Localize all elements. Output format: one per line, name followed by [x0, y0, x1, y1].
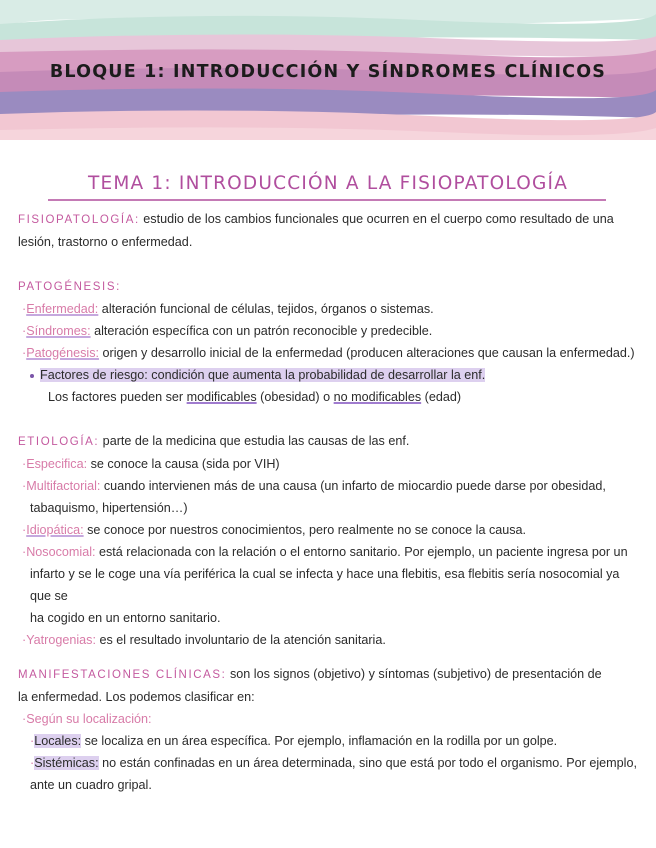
continuation-line: infarto y se le coge una vía periférica la cual se infecta y hace una flebitis, esa flebitis sería nosocomial ya que se [30, 567, 620, 603]
term: Sistémicas: [34, 756, 99, 770]
manifestaciones-intro [18, 663, 640, 686]
etiologia-intro [18, 430, 640, 453]
term: Especifica: [26, 457, 88, 471]
list-item: ·Idiopática: se conoce por nuestros conocimientos, pero realmente no se conoce la causa. [22, 523, 527, 537]
text: Los factores pueden ser [48, 390, 187, 404]
term: Patogénesis: [26, 346, 100, 360]
list-item: ·Nosocomial: está relacionada con la relación o el entorno sanitario. Por ejemplo, un paciente ingresa por un [22, 545, 628, 559]
definition-text: son los signos (objetivo) y síntomas (subjetivo) de presentación de [226, 667, 602, 681]
list-item: ·Multifactorial: cuando intervienen más de una causa (un infarto de miocardio puede darse por obesidad, [22, 479, 606, 493]
definition-text: alteración específica con un patrón reconocible y predecible. [90, 324, 433, 338]
list-item: ·Locales: se localiza en un área específica. Por ejemplo, inflamación en la rodilla por un golpe. [30, 734, 558, 748]
header-banner [0, 0, 656, 140]
list-item: ·Sistémicas: no están confinadas en un área determinada, sino que está por todo el organismo. Por ejemplo, [30, 756, 637, 770]
topic-title: TEMA 1: INTRODUCCIÓN A LA FISIOPATOLOGÍA [87, 173, 569, 194]
continuation-line: ante un cuadro gripal. [30, 778, 152, 792]
definition-text: está relacionada con la relación o el entorno sanitario. Por ejemplo, un paciente ingresa por un [95, 545, 628, 559]
section-heading-fisiopatologia: FISIOPATOLOGÍA: [18, 214, 140, 226]
definition-text: parte de la medicina que estudia las causas de las enf. [99, 434, 410, 448]
fisiopatologia-line2: lesión, trastorno o enfermedad. [18, 235, 193, 249]
term: Nosocomial: [26, 545, 96, 559]
definition-text: es el resultado involuntario de la atención sanitaria. [95, 633, 386, 647]
notes-body [18, 208, 640, 796]
list-item: ·Enfermedad: alteración funcional de células, tejidos, órganos o sistemas. [22, 302, 434, 316]
definition-text: se localiza en un área específica. Por ejemplo, inflamación en la rodilla por un golpe. [81, 734, 558, 748]
section-heading-patogenesis [18, 275, 640, 298]
term: Multifactorial: [26, 479, 101, 493]
list-item: ·Síndromes: alteración específica con un patrón reconocible y predecible. [22, 324, 433, 338]
term: Enfermedad: [26, 302, 99, 316]
risk-factors-line [18, 364, 640, 386]
section-heading-manifestaciones: MANIFESTACIONES CLÍNICAS: [18, 669, 227, 681]
text: (edad) [421, 390, 462, 404]
fisiopatologia-line1 [18, 208, 640, 231]
term: Según su localización: [26, 712, 152, 726]
definition-text: estudio de los cambios funcionales que ocurren en el cuerpo como resultado de una [139, 212, 614, 226]
list-item: ·Especifica: se conoce la causa (sida por VIH) [22, 457, 280, 471]
text: (obesidad) o [256, 390, 334, 404]
term: Idiopática: [26, 523, 84, 537]
continuation-line: ha cogido en un entorno sanitario. [30, 611, 221, 625]
block-title: BLOQUE 1: INTRODUCCIÓN Y SÍNDROMES CLÍNICOS [49, 62, 607, 82]
continuation-line: tabaquismo, hipertensión…) [30, 501, 188, 515]
definition-text: cuando intervienen más de una causa (un infarto de miocardio puede darse por obesidad, [100, 479, 606, 493]
topic-underline [48, 199, 606, 201]
definition-text: alteración funcional de células, tejidos, órganos o sistemas. [98, 302, 434, 316]
definition-text: se conoce por nuestros conocimientos, pero realmente no se conoce la causa. [83, 523, 527, 537]
highlighted-text: Factores de riesgo: condición que aumenta la probabilidad de desarrollar la enf. [40, 368, 486, 382]
list-item: ·Yatrogenias: es el resultado involuntario de la atención sanitaria. [22, 633, 386, 647]
continuation-line: la enfermedad. Los podemos clasificar en: [18, 690, 255, 704]
term: Síndromes: [26, 324, 91, 338]
term: Yatrogenias: [26, 633, 96, 647]
sub-heading: ·Según su localización: [22, 712, 152, 726]
heading-text: PATOGÉNESIS: [18, 281, 121, 293]
term: Locales: [34, 734, 82, 748]
risk-factors-types [18, 386, 640, 408]
underlined-term: no modificables [333, 390, 422, 404]
bullet-icon [30, 374, 34, 378]
definition-text: se conoce la causa (sida por VIH) [87, 457, 280, 471]
definition-text: no están confinadas en un área determinada, sino que está por todo el organismo. Por ejemplo, [98, 756, 637, 770]
definition-text: origen y desarrollo inicial de la enfermedad (producen alteraciones que causan la enfermedad.) [99, 346, 635, 360]
section-heading-etiologia: ETIOLOGÍA: [18, 436, 100, 448]
list-item: ·Patogénesis: origen y desarrollo inicial de la enfermedad (producen alteraciones que causan la enfermedad.) [22, 346, 635, 360]
underlined-term: modificables [186, 390, 257, 404]
